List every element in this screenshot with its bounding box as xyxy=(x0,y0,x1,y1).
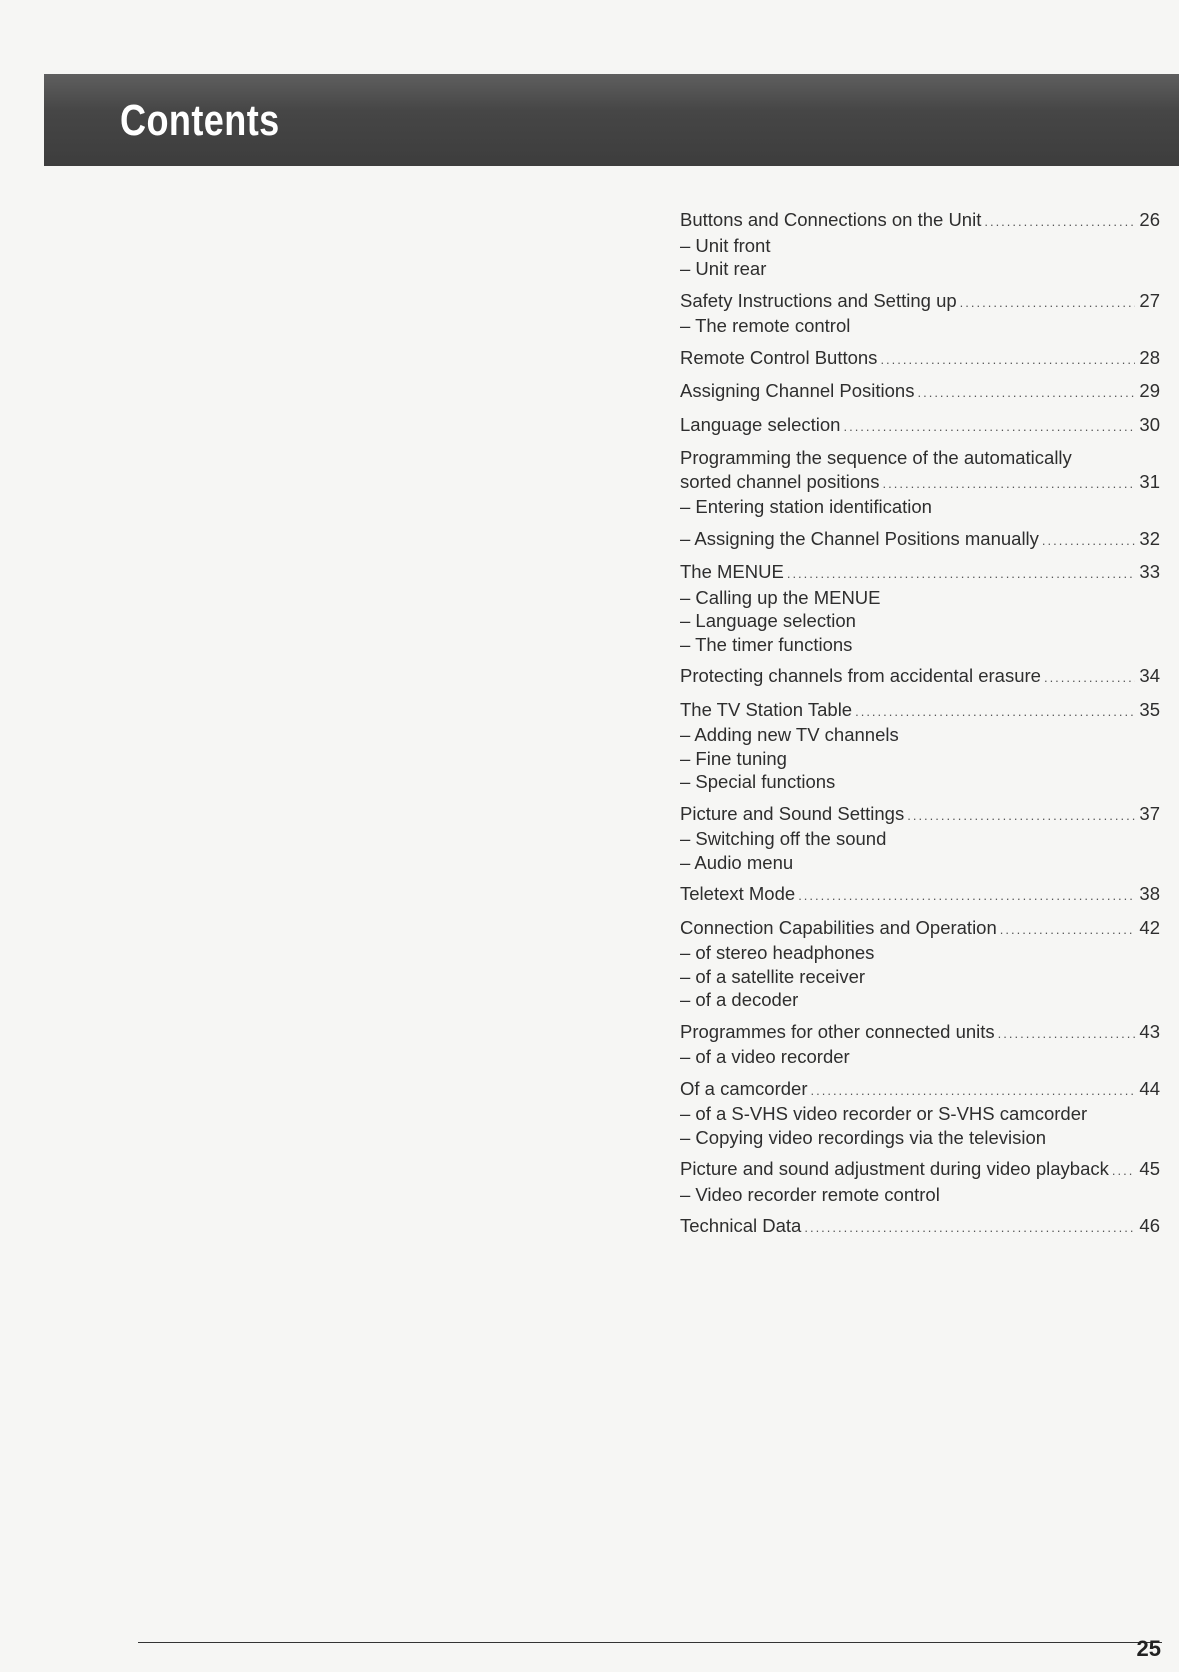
toc-entry-title: Of a camcorder xyxy=(680,1077,808,1099)
toc-subentry: – of a video recorder xyxy=(680,1046,850,1067)
page-number: 25 xyxy=(1136,1636,1161,1661)
toc-entry xyxy=(680,289,1160,338)
page-title: Contents xyxy=(120,96,280,145)
toc-entry-page: 45 xyxy=(1139,1158,1160,1179)
toc-entry-page: 46 xyxy=(1139,1215,1160,1236)
toc-entry-title: The MENUE xyxy=(680,561,784,582)
toc-entry-row xyxy=(680,1214,1160,1240)
toc-entry-title: Buttons and Connections on the Unit xyxy=(680,209,982,230)
toc-entry xyxy=(680,1157,1160,1206)
toc-leader-dots xyxy=(1112,1159,1135,1183)
contents-header-bar xyxy=(44,74,1179,166)
toc-leader-dots xyxy=(1042,529,1135,553)
toc-entry xyxy=(680,802,1160,875)
toc-leader-dots xyxy=(907,804,1135,828)
toc-leader-dots xyxy=(960,291,1135,315)
toc-entry-title: – Assigning the Channel Positions manually xyxy=(680,527,1039,549)
toc-entry-row xyxy=(680,289,1160,315)
toc-entry-title: Programmes for other connected units xyxy=(680,1020,995,1042)
toc-entry-title: Remote Control Buttons xyxy=(680,346,878,368)
toc-entry-page: 35 xyxy=(1139,698,1160,720)
toc-subentry: – The timer functions xyxy=(680,633,853,655)
toc-entry xyxy=(680,379,1160,405)
toc-subentry: – Unit front xyxy=(680,234,771,256)
toc-entry-page: 33 xyxy=(1139,561,1160,582)
toc-subentry: – Switching off the sound xyxy=(680,828,887,849)
toc-entry xyxy=(680,1077,1160,1150)
toc-entry-title: Protecting channels from accidental erasure xyxy=(680,665,1041,686)
toc-subentry: – The remote control xyxy=(680,315,851,336)
toc-subentry: – of a satellite receiver xyxy=(680,965,866,987)
toc-subentry: – of a S-VHS video recorder or S-VHS camcorder xyxy=(680,1103,1088,1124)
toc-subentry: – Calling up the MENUE xyxy=(680,586,881,608)
footer-rule xyxy=(138,1642,1162,1643)
toc-entry-row xyxy=(680,882,1160,908)
toc-entry-row xyxy=(680,664,1160,690)
toc-entry-page: 30 xyxy=(1139,413,1160,435)
toc-leader-dots xyxy=(917,381,1135,405)
toc-subentry: – Entering station identification xyxy=(680,496,932,517)
toc-leader-dots xyxy=(843,415,1135,439)
toc-subentry: – Unit rear xyxy=(680,258,767,279)
toc-entry xyxy=(680,527,1160,553)
toc-entry-page: 27 xyxy=(1139,289,1160,311)
toc-entry-row xyxy=(680,379,1160,405)
toc-leader-dots xyxy=(798,884,1135,908)
table-of-contents xyxy=(680,208,1160,1248)
toc-entry-title: Teletext Mode xyxy=(680,883,796,904)
toc-entry-title: Picture and Sound Settings xyxy=(680,802,905,824)
toc-subentry: – Special functions xyxy=(680,771,836,792)
toc-entry xyxy=(680,882,1160,908)
toc-entry xyxy=(680,916,1160,1012)
toc-entry-row xyxy=(680,1157,1160,1183)
toc-entry-page: 32 xyxy=(1139,527,1160,549)
toc-entry-row xyxy=(680,470,1160,496)
toc-subentry: – Adding new TV channels xyxy=(680,724,899,745)
toc-entry-row xyxy=(680,916,1160,942)
toc-subentry: – of stereo headphones xyxy=(680,942,875,963)
toc-entry-row xyxy=(680,560,1160,586)
toc-entry-page: 37 xyxy=(1139,802,1160,824)
toc-entry-page: 44 xyxy=(1139,1077,1160,1099)
toc-entry-page: 29 xyxy=(1139,380,1160,401)
toc-entry xyxy=(680,698,1160,794)
toc-subentry: – of a decoder xyxy=(680,989,799,1010)
toc-entry-title-line: Programming the sequence of the automatically xyxy=(680,447,1072,468)
toc-leader-dots xyxy=(883,472,1135,496)
toc-subentry: – Fine tuning xyxy=(680,747,787,769)
toc-leader-dots xyxy=(804,1216,1135,1240)
toc-entry-title: Safety Instructions and Setting up xyxy=(680,289,957,311)
toc-entry-title: Picture and sound adjustment during video playback xyxy=(680,1158,1109,1179)
toc-subentry: – Video recorder remote control xyxy=(680,1183,940,1205)
toc-entry-page: 42 xyxy=(1139,916,1160,938)
toc-entry xyxy=(680,446,1160,519)
toc-entry-row xyxy=(680,413,1160,439)
toc-subentry: – Audio menu xyxy=(680,851,794,873)
toc-entry-title: Technical Data xyxy=(680,1215,802,1236)
toc-entry-row xyxy=(680,698,1160,724)
toc-leader-dots xyxy=(855,700,1135,724)
toc-leader-dots xyxy=(1000,918,1135,942)
toc-entry xyxy=(680,1020,1160,1069)
toc-leader-dots xyxy=(984,210,1135,234)
toc-entry-page: 43 xyxy=(1139,1020,1160,1042)
toc-leader-dots xyxy=(787,562,1135,586)
toc-entry-page: 28 xyxy=(1139,346,1160,368)
toc-entry-row xyxy=(680,527,1160,553)
toc-entry-title: sorted channel positions xyxy=(680,470,880,492)
toc-entry xyxy=(680,1214,1160,1240)
toc-leader-dots xyxy=(811,1079,1136,1103)
toc-entry xyxy=(680,346,1160,372)
toc-entry-row xyxy=(680,208,1160,234)
toc-entry-title: Connection Capabilities and Operation xyxy=(680,916,997,938)
toc-entry-title: Language selection xyxy=(680,413,841,435)
toc-entry-title: The TV Station Table xyxy=(680,698,853,720)
toc-subentry: – Language selection xyxy=(680,610,856,631)
toc-entry-page: 26 xyxy=(1139,209,1160,230)
toc-entry-row xyxy=(680,802,1160,828)
toc-entry xyxy=(680,413,1160,439)
toc-entry-page: 31 xyxy=(1139,470,1160,492)
toc-entry-title: Assigning Channel Positions xyxy=(680,380,915,401)
toc-entry-page: 38 xyxy=(1139,883,1160,904)
toc-entry xyxy=(680,560,1160,656)
toc-leader-dots xyxy=(1044,666,1135,690)
toc-leader-dots xyxy=(998,1022,1135,1046)
toc-leader-dots xyxy=(880,348,1135,372)
toc-entry-page: 34 xyxy=(1139,665,1160,686)
toc-subentry: – Copying video recordings via the television xyxy=(680,1126,1047,1148)
toc-entry-row xyxy=(680,1020,1160,1046)
toc-entry-row xyxy=(680,346,1160,372)
toc-entry-row xyxy=(680,1077,1160,1103)
toc-entry xyxy=(680,664,1160,690)
toc-entry xyxy=(680,208,1160,281)
